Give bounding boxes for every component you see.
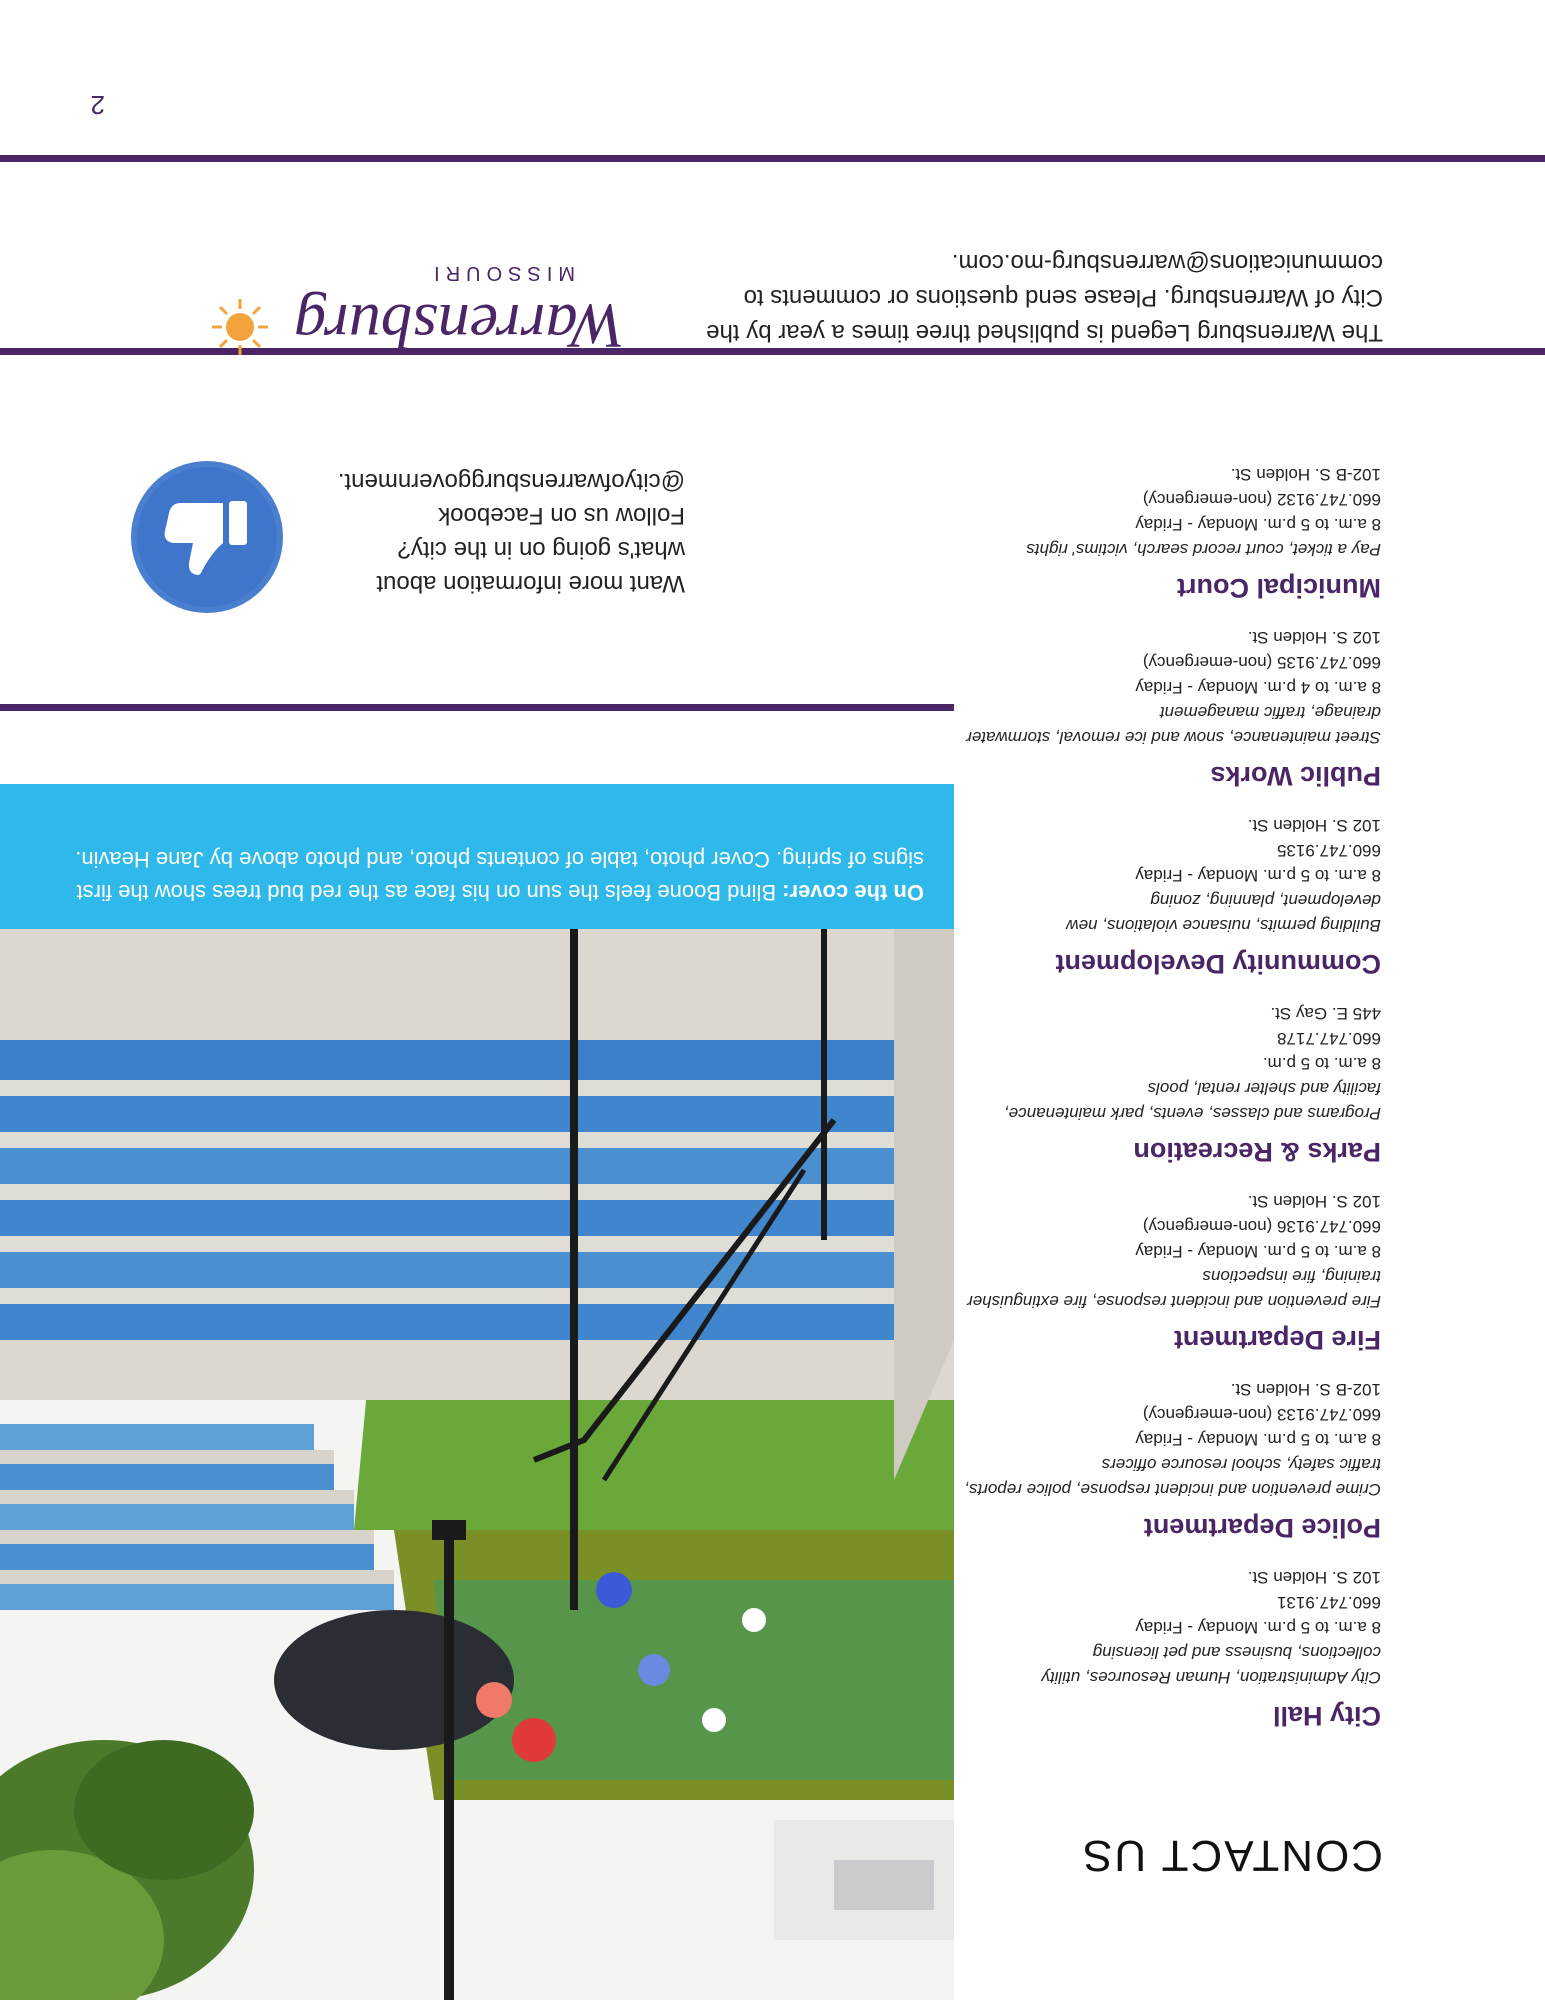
department-name: Public Works [1210, 761, 1381, 791]
department-phone: 660.747.9132 (non-emergency) [1142, 490, 1381, 509]
cover-photo [0, 929, 954, 2000]
department-name: Police Department [1143, 1513, 1381, 1543]
department-phone: 660.747.9133 (non-emergency) [1142, 1405, 1381, 1424]
department-description: Programs and classes, events, park maintenance, facility and shelter rental, pools [1003, 1079, 1381, 1123]
department-hours: 8 a.m. to 5 p.m. Monday - Friday [1135, 1430, 1381, 1449]
publication-note: The Warrensburg Legend is published three times a year by the City of Warrensburg. Please send questions or comments to communications@warrensburg-mo.com. [706, 249, 1383, 346]
thumbs-up-icon[interactable] [129, 459, 285, 615]
department-address: 102-B S. Holden St. [1230, 1380, 1381, 1399]
facebook-line-2: what's going on in the city? [397, 536, 685, 563]
sun-icon [212, 299, 268, 355]
divider-footer-bottom [0, 155, 1545, 162]
warrensburg-logo [175, 255, 635, 385]
department-description: Building permits, nuisance violations, new development, planning, zoning [1066, 891, 1381, 935]
department-description: Fire prevention and incident response, fire extinguisher training, fire inspections [967, 1267, 1381, 1311]
department-address: 102 S. Holden St. [1247, 1568, 1381, 1587]
department-phone: 660.747.7178 [1277, 1029, 1381, 1048]
caption-lead: On the cover: [782, 880, 924, 905]
facebook-line-3: Follow us on Facebook [438, 502, 685, 529]
department-address: 102-B S. Holden St. [1230, 465, 1381, 484]
department-phone: 660.747.9135 [1277, 841, 1381, 860]
facebook-handle[interactable]: @cityofwarrensburggovernment. [337, 468, 685, 495]
department-description: City Administration, Human Resources, utility collections, business and pet licensing [1041, 1643, 1381, 1687]
logo-wordmark: Warrensburg [294, 291, 625, 362]
department-list [961, 440, 1381, 1731]
divider-mid-right [0, 704, 954, 711]
department-description: Pay a ticket, court record search, victims' rights [1026, 540, 1381, 559]
department-city-hall [961, 1565, 1381, 1731]
department-public-works [961, 625, 1381, 791]
department-address: 102 S. Holden St. [1247, 816, 1381, 835]
department-phone: 660.747.9131 [1277, 1593, 1381, 1612]
department-hours: 8 a.m. to 5 p.m. Monday - Friday [1135, 1618, 1381, 1637]
caption-text: Blind Boone feels the sun on his face as the red bud trees show the first signs of spring. Cover photo, table of contents photo, and photo above by Jane Heavin. [75, 847, 924, 905]
department-name: Parks & Recreation [1133, 1137, 1381, 1167]
facebook-promo [265, 464, 685, 600]
department-name: Community Development [1055, 949, 1381, 979]
department-address: 102 S. Holden St. [1247, 628, 1381, 647]
department-community-development [961, 813, 1381, 979]
department-hours: 8 a.m. to 5 p.m. Monday - Friday [1135, 1242, 1381, 1261]
department-fire [961, 1189, 1381, 1355]
department-address: 102 S. Holden St. [1247, 1192, 1381, 1211]
department-phone: 660.747.9136 (non-emergency) [1142, 1217, 1381, 1236]
department-hours: 8 a.m. to 4 p.m. Monday - Friday [1135, 678, 1381, 697]
staircase-mural-illustration [0, 929, 954, 2000]
department-name: Fire Department [1173, 1325, 1381, 1355]
page-number: 2 [90, 90, 105, 120]
department-police [961, 1377, 1381, 1543]
department-phone: 660.747.9135 (non-emergency) [1142, 653, 1381, 672]
department-parks [961, 1001, 1381, 1167]
department-hours: 8 a.m. to 5 p.m. Monday - Friday [1135, 515, 1381, 534]
department-hours: 8 a.m. to 5 p.m. Monday - Friday [1135, 866, 1381, 885]
logo-state: MISSOURI [428, 262, 575, 284]
department-hours: 8 a.m. to 5 p.m. [1262, 1054, 1381, 1073]
department-municipal-court [961, 462, 1381, 603]
department-description: Street maintenance, snow and ice removal, stormwater drainage, traffic management [966, 703, 1381, 747]
department-description: Crime prevention and incident response, police reports, traffic safety, school resource officers [964, 1455, 1381, 1499]
facebook-line-1: Want more information about [376, 570, 685, 597]
cover-caption [0, 784, 954, 929]
department-address: 445 E. Gay St. [1270, 1004, 1381, 1023]
department-name: Municipal Court [1177, 573, 1381, 603]
department-name: City Hall [1272, 1701, 1381, 1731]
contact-us-heading: CONTACT US [1081, 1831, 1383, 1880]
